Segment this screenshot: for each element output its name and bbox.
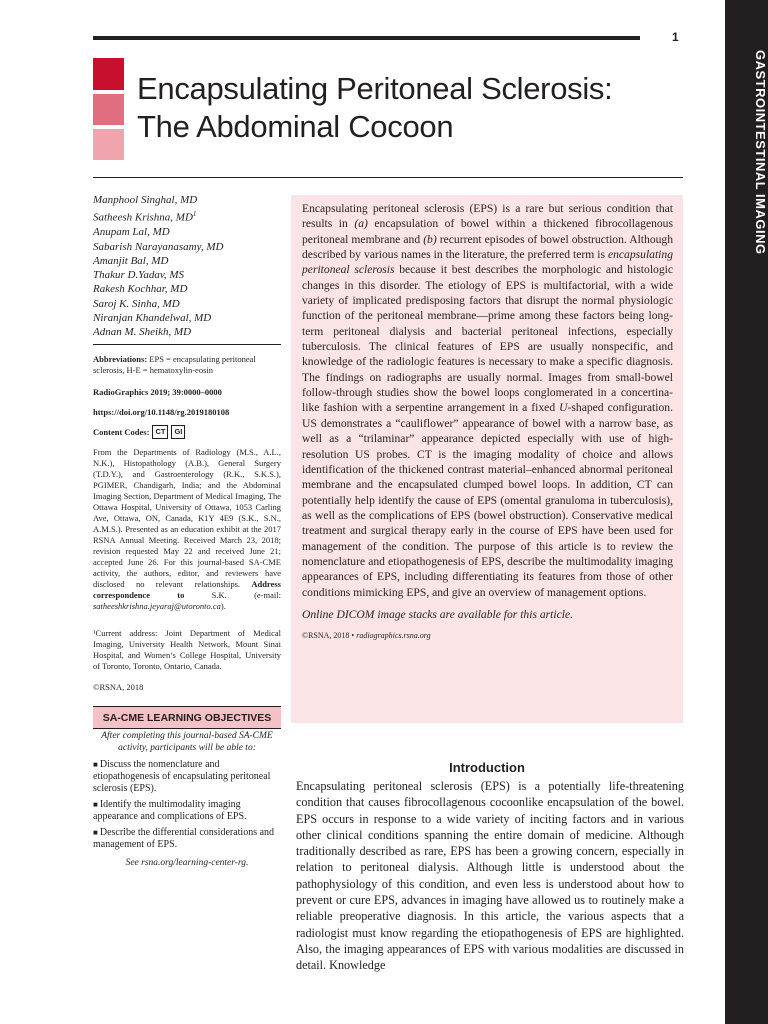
- cme-intro: After completing this journal-based SA-CME activity, participants will be able to:: [101, 731, 273, 753]
- copyright: ©RSNA, 2018: [93, 682, 144, 692]
- section-sidebar: [725, 0, 768, 1024]
- article-title: [137, 70, 707, 146]
- section-label: GASTROINTESTINAL IMAGING: [753, 49, 768, 255]
- doi-link[interactable]: https://doi.org/10.1148/rg.2019180108: [93, 407, 230, 417]
- correspondence-email[interactable]: satheeshkrishna.jeyaraj@utoronto.ca: [93, 601, 221, 611]
- current-address: ¹Current address: Joint Department of Medical Imaging, University Health Network, Mount Sinai Hospital, and Women’s College Hospital, University of Toronto, Toronto, Ontario, Canada.: [93, 628, 281, 671]
- introduction-heading: Introduction: [449, 760, 525, 775]
- author: Anupam Lal, MD: [93, 226, 170, 239]
- introduction-text: Encapsulating peritoneal sclerosis (EPS) is a potentially life-threatening condition that causes fibrocollagenous cocoonlike encapsulation of the bowel. EPS occurs in response to a wide variety of inciting factors and in various other clinical conditions spanning the entire domain of medicine. Although traditionally described as rare, EPS has been a growing concern, especially in relation to peritoneal dialysis. Although little is understood about the pathophysiology of this condition, and even less is understood about how to prevent or cure EPS, advances in imaging have allowed us to routinely make a reliable preoperative diagnosis. In this article, the various aspects that a radiologist must know regarding the etiopathogenesis of EPS are highlighted. Also, the imaging appearances of EPS with various modalities are discussed in detail. Knowledge: [296, 779, 684, 973]
- author: Sabarish Narayanasamy, MD: [93, 240, 224, 253]
- author: Satheesh Krishna, $MD^1$: [93, 210, 197, 224]
- bullet-icon: ■: [93, 828, 98, 837]
- accent-square-medium: [93, 94, 124, 125]
- dicom-note: Online DICOM image stacks are available for this article.: [302, 607, 574, 621]
- author-footnote-mark: 1: [192, 210, 197, 219]
- author: Rakesh Kochhar, MD: [93, 283, 188, 296]
- page-number: 1: [672, 30, 679, 44]
- cme-objective: ■ Describe the differential considerations and management of EPS.: [93, 827, 275, 850]
- cme-link[interactable]: See rsna.org/learning-center-rg.: [125, 858, 249, 868]
- accent-square-light: [93, 129, 124, 160]
- content-codes: Content Codes: CT GI: [93, 425, 281, 439]
- author: Amanjit Bal, MD: [93, 254, 169, 267]
- author: Manphool Singhal, MD: [93, 194, 198, 206]
- author: Saroj K. Sinha, MD: [93, 297, 180, 310]
- abbreviations: Abbreviations: EPS = encapsulating peritoneal sclerosis, H-E = hematoxylin-eosin: [93, 354, 256, 375]
- title-rule: [93, 177, 683, 178]
- accent-square-red: [93, 58, 124, 90]
- cme-objectives-header: SA-CME LEARNING OBJECTIVES: [93, 706, 281, 729]
- content-code-ct: CT: [152, 425, 168, 439]
- author: Adnan M. Sheikh, MD: [93, 326, 192, 339]
- cme-objective: ■ Discuss the nomenclature and etiopathogenesis of encapsulating peritoneal sclerosis (EPS).: [93, 759, 271, 794]
- bullet-icon: ■: [93, 760, 98, 769]
- author: Niranjan Khandelwal, MD: [93, 312, 212, 325]
- abstract-copyright: ©RSNA, 2018 • radiographics.rsna.org: [302, 630, 431, 640]
- cme-objective: ■ Identify the multimodality imaging appearance and complications of EPS.: [93, 799, 247, 822]
- affiliations: From the Departments of Radiology (M.S., A.L., N.K.), Histopathology (A.B.), General Surgery (T.D.Y.), and Gastroenterology (R.K., S.K.S.), PGIMER, Chandigarh, India; and the Abdominal Imaging Section, Department of Medical Imaging, The Ottawa Hospital, University of Ottawa, 1053 Carling Ave, Ottawa, ON, Canada, K1Y 4E9 (S.K., S.N., A.M.S.). Presented as an education exhibit at the 2017 RSNA Annual Meeting. Received March 23, 2018; revision requested May 22 and received June 21; accepted June 26. For this journal-based SA-CME activity, the authors, editor, and reviewers have disclosed no relevant relationships. Address correspondence to S.K. (e-mail: satheeshkrishna.jeyaraj@utoronto.ca).: [93, 447, 281, 611]
- abstract-text: Encapsulating peritoneal sclerosis (EPS) is a rare but serious condition that results in (a) encapsulation of bowel within a thickened fibrocollagenous peritoneal membrane and (b) recurrent episodes of bowel obstruction. Although described by various names in the literature, the preferred term is encapsulating peritoneal sclerosis because it best describes the morphologic and histologic changes in this disorder. The etiology of EPS is multifactorial, with a wide variety of implicated predisposing factors that disrupt the normal physiologic function of the peritoneal membrane—prime among these factors being long-term peritoneal dialysis and bacterial peritoneal infections, especially tuberculosis. The clinical features of EPS are usually nonspecific, and knowledge of the radiologic features is necessary to make a specific diagnosis. The findings on radiographs are usually normal. Images from small-bowel follow-through studies show the bowel loops conglomerated in a concertina-like fashion with a serpentine arrangement in a fixed U-shaped configuration. US demonstrates a “cauliflower” appearance of bowel with a narrow base, as well as a “trilaminar” appearance depicted especially with use of high-resolution US probes. CT is the imaging modality of choice and allows identification of the thickened contrast material–enhanced abnormal peritoneal membrane and the encapsulated clumped bowel loops. In addition, CT can potentially help identify the cause of EPS (omental granuloma in tuberculosis), as well as the complications of EPS (bowel obstruction). Conservative medical treatment and surgical therapy early in the course of EPS have been used for management of the condition. The purpose of this article is to review the nomenclature and etiopathogenesis of EPS, describe the multimodality imaging appearances of EPS, including differentiating its features from those of other conditions mimicking EPS, and give an overview of management options.: [302, 202, 674, 599]
- top-rule: [93, 36, 640, 40]
- abstract-box: [291, 195, 683, 723]
- bullet-icon: ■: [93, 800, 98, 809]
- cme-objectives-list: [93, 759, 283, 855]
- author: Thakur D.Yadav, MS: [93, 269, 185, 282]
- citation: RadioGraphics 2019; 39:0000–0000: [93, 387, 222, 397]
- title-line-2: The Abdominal Cocoon: [137, 109, 454, 144]
- journal-site-link[interactable]: radiographics.rsna.org: [356, 630, 431, 640]
- left-column-rule: [93, 344, 281, 345]
- author-list: [93, 193, 293, 340]
- title-line-1: Encapsulating Peritoneal Sclerosis:: [137, 71, 613, 106]
- content-code-gi: GI: [171, 425, 185, 439]
